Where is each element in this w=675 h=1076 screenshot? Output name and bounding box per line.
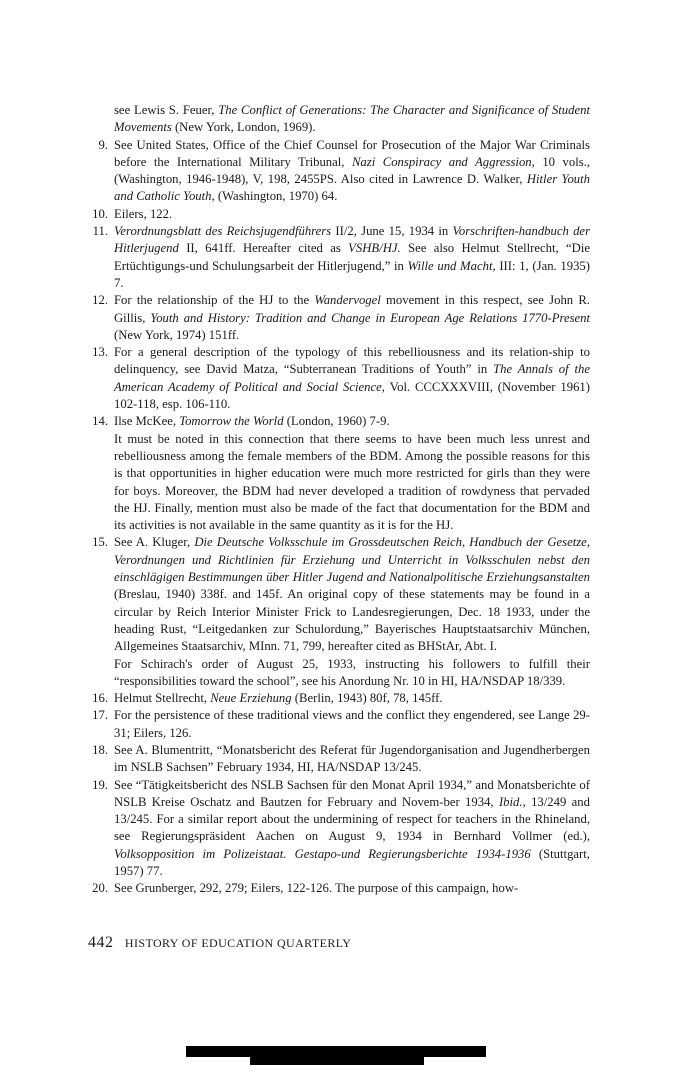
text-run: For a general description of the typology of this rebelliousness and its relation-ship to delinquency, see David Matza, “Subterranean Traditions of Youth” in	[114, 345, 590, 377]
text-run: For the relationship of the HJ to the	[114, 293, 315, 308]
italic-title: Wille und Macht,	[407, 258, 496, 273]
footnote	[88, 690, 590, 707]
italic-title: Wandervogel	[314, 293, 381, 308]
footnote-continuation	[114, 656, 590, 691]
footnotes-list	[88, 102, 590, 898]
footnote	[88, 534, 590, 690]
italic-title: Volksopposition im Polizeistaat. Gestapo-und Regierungsberichte 1934-1936	[114, 846, 531, 861]
text-run: see Lewis S. Feuer,	[114, 103, 219, 117]
text-run: See “Tätigkeitsbericht des NSLB Sachsen für den Monat April 1934,” and Monatsberichte of NSLB Kreise Oschatz and Bautzen for February and Novem-ber 1934,	[114, 777, 590, 809]
footnote	[88, 102, 590, 137]
text-run: (London, 1960) 7-9.	[283, 414, 390, 429]
footnote	[88, 292, 590, 344]
journal-title: HISTORY OF EDUCATION QUARTERLY	[124, 936, 352, 950]
footnote	[88, 880, 590, 897]
footnote-text	[114, 880, 590, 897]
footnote-text	[114, 344, 590, 413]
footnote-number: 19.	[92, 777, 108, 792]
text-run: 13/249 and 13/245. For a similar report about the undermining of respect for teachers in the Rhineland, see Regierungspräsident Aachen on August 9, 1934 in Bernhard Vollmer (ed.),	[114, 794, 590, 844]
italic-title: Nazi Conspiracy and Aggression,	[351, 154, 535, 169]
italic-title: Neue Erziehung	[210, 691, 292, 706]
text-run: (Breslau, 1940) 338f. and 145f. An original copy of these statements may be found in a circular by Reich Interior Minister Frick to Landesregierungen, Dec. 18 1933, under the heading Rust, “Leitgedanken zur Schulordung,” Bayerisches Hauptstaatsarchiv München, Allgemeines Staatsarchiv, MInn. 71, 799, hereafter cited as BHStAr, Abt. I.	[114, 587, 590, 654]
text-run: (New York, 1974) 151ff.	[114, 327, 240, 342]
italic-title: The Annals of the American Academy of Political and Social Science,	[114, 362, 590, 394]
text-run: movement in this respect, see John R. Gillis,	[114, 293, 590, 325]
footnote-number: 20.	[92, 881, 108, 896]
text-run: For Schirach's order of August 25, 1933, instructing his followers to fulfill their “responsibilities toward the school”, see his Anordung Nr. 10 in HI, HA/NSDAP 18/339.	[114, 656, 590, 688]
footnote-number: 16.	[92, 691, 108, 706]
footnote	[88, 777, 590, 881]
footnote	[88, 413, 590, 534]
footnote-number: 13.	[92, 345, 108, 360]
footnote-number: 10.	[92, 206, 108, 221]
footnote-text	[114, 292, 590, 344]
footnote-number: 9.	[98, 137, 108, 152]
footnote-number: 15.	[92, 535, 108, 550]
footnote-text	[114, 206, 590, 223]
footnote-text	[114, 102, 590, 137]
text-run: (Berlin, 1943) 80f, 78, 145ff.	[291, 691, 443, 706]
footnote-text	[114, 413, 590, 430]
text-run: Ilse McKee,	[114, 414, 180, 429]
text-run: Eilers, 122.	[114, 206, 173, 221]
italic-title: Tomorrow the World	[179, 414, 284, 429]
text-run: (Washington, 1970) 64.	[214, 189, 338, 204]
text-run: (New York, London, 1969).	[171, 120, 316, 135]
text-run: See also Helmut Stellrecht, “Die Ertüchtigungs-und Schulungsarbeit der Hitlerjugend,” in	[114, 241, 590, 273]
italic-title: Hitler Youth and Catholic Youth,	[114, 172, 590, 204]
footnote-number: 12.	[92, 293, 108, 308]
text-run: For the persistence of these traditional views and the conflict they engendered, see Lange 29-31; Eilers, 126.	[114, 708, 590, 740]
footnote-number: 14.	[92, 414, 108, 429]
text-run: Helmut Stellrecht,	[114, 691, 211, 706]
footnote-number: 17.	[92, 708, 108, 723]
text-run: It must be noted in this connection that there seems to have been much less unrest and rebelliousness among the female members of the BDM. Among the possible reasons for this is that opportunities in higher education were much more restricted for girls than they were for boys. Moreover, the BDM had never developed a tradition of rowdyness that pervaded the HJ. Finally, mention must also be made of the fact that documentation for the BDM and its activities is not available in the same quantity as it is for the HJ.	[114, 431, 590, 533]
footnote-text	[114, 690, 590, 707]
text-run: (Stuttgart, 1957) 77.	[114, 846, 590, 879]
scan-bar-bottom	[250, 1057, 424, 1065]
footnote	[88, 206, 590, 223]
footnote	[88, 742, 590, 777]
text-run: See A. Kluger,	[114, 535, 195, 550]
text-run: See A. Blumentritt, “Monatsbericht des Referat für Jugendorganisation and Jugendherbergen im NSLB Sachsen” February 1934, HI, HA/NSDAP 13/245.	[114, 742, 590, 775]
text-run: 10 vols., (Washington, 1946-1948), V, 198, 2455PS. Also cited in Lawrence D. Walker,	[114, 154, 591, 187]
text-run: See Grunberger, 292, 279; Eilers, 122-126. The purpose of this campaign, how-	[114, 881, 519, 896]
text-run: See United States, Office of the Chief Counsel for Prosecution of the Major War Criminals before the International Military Tribunal,	[114, 137, 590, 169]
italic-title: VSHB/HJ.	[348, 241, 401, 256]
footnote-text	[114, 777, 590, 881]
page-number: 442	[88, 934, 114, 951]
italic-title: Youth and History: Tradition and Change in European Age Relations 1770-Present	[150, 310, 591, 325]
footnote-text	[114, 707, 590, 742]
italic-title: Vorschriften-handbuch der Hitlerjugend	[114, 224, 591, 256]
footnote-number: 11.	[92, 224, 108, 239]
footnote-continuation	[114, 431, 590, 535]
footnote-text	[114, 223, 590, 292]
footnote	[88, 137, 590, 206]
footnote-text	[114, 137, 590, 206]
footnote	[88, 707, 590, 742]
text-run: II, 641ff. Hereafter cited as	[178, 241, 349, 256]
text-run: II/2, June 15, 1934 in	[331, 224, 453, 239]
italic-title: Die Deutsche Volksschule im Grossdeutschen Reich, Handbuch der Gesetze, Verordnungen und Richtlinien für Erziehung und Unterricht in Volksschulen nebst den einschlägigen Bestimmungen über Hitler Jugend and Nationalpolitische Erziehungsanstalten	[114, 535, 590, 585]
italic-title: Ibid.,	[498, 794, 526, 809]
footnote	[88, 223, 590, 292]
page-footer	[88, 934, 351, 952]
text-run: III: 1, (Jan. 1935) 7.	[114, 258, 590, 290]
italic-title: The Conflict of Generations: The Character and Significance of Student Movements	[114, 103, 590, 135]
scan-bar-top	[186, 1046, 486, 1057]
footnote-text	[114, 534, 590, 655]
footnote-number: 18.	[92, 742, 108, 757]
footnote	[88, 344, 590, 413]
italic-title: Verordnungsblatt des Reichsjugendführers	[114, 224, 332, 239]
footnote-text	[114, 742, 590, 777]
text-run: Vol. CCCXXXVIII, (November 1961) 102-118, esp. 106-110.	[114, 379, 590, 412]
